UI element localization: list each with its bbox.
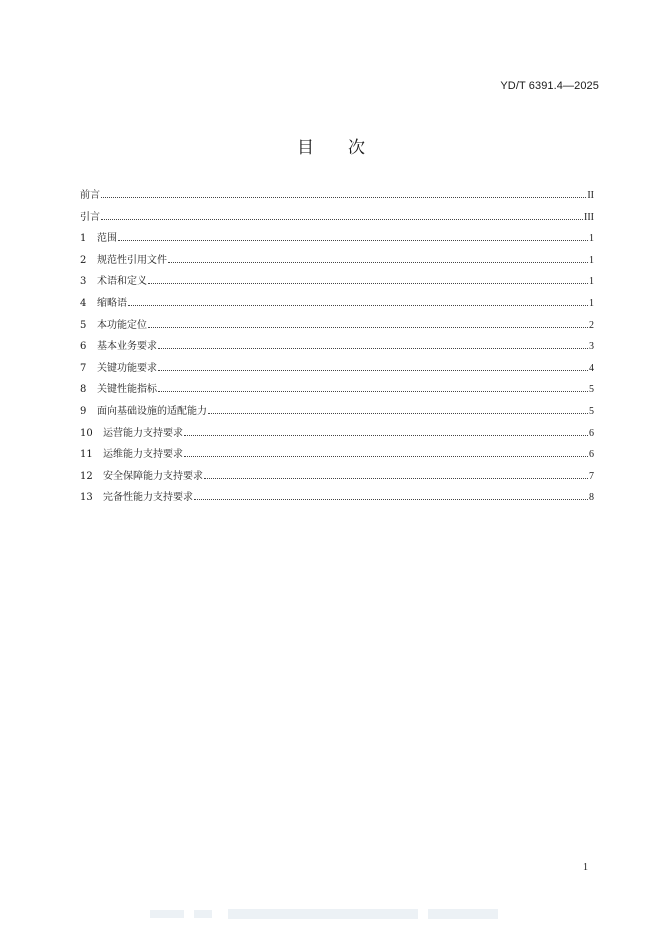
toc-title: 目次 — [297, 138, 399, 158]
toc-entry-label: 前言 — [80, 190, 100, 201]
table-of-contents — [80, 189, 594, 513]
toc-entry-4[interactable] — [80, 297, 594, 319]
toc-entry-label: 运维能力支持要求 — [103, 449, 183, 461]
toc-entry-8[interactable] — [80, 383, 594, 405]
toc-entry-page: 8 — [589, 492, 594, 504]
toc-entry-label: 关键功能要求 — [97, 362, 157, 374]
toc-entry-7[interactable] — [80, 362, 594, 384]
toc-leader-dots — [184, 456, 588, 457]
toc-leader-dots — [148, 327, 588, 328]
toc-entry-page: 1 — [589, 233, 594, 245]
toc-entry-number: 4 — [80, 297, 87, 309]
toc-leader-dots — [204, 478, 588, 479]
toc-entry-number: 3 — [80, 276, 87, 288]
toc-entry-number: 9 — [80, 405, 87, 417]
toc-entry-introduction[interactable] — [80, 211, 594, 233]
toc-entry-label: 面向基础设施的适配能力 — [97, 405, 207, 417]
toc-entry-9[interactable] — [80, 405, 594, 427]
toc-entry-number: 12 — [80, 470, 93, 482]
toc-entry-label: 本功能定位 — [97, 319, 147, 331]
toc-entry-page: 4 — [589, 362, 594, 374]
toc-entry-foreword[interactable] — [80, 189, 594, 211]
toc-entry-number: 8 — [80, 384, 87, 396]
page-number: 1 — [583, 862, 588, 873]
document-code: YD/T 6391.4—2025 — [500, 80, 599, 92]
toc-entry-3[interactable] — [80, 275, 594, 297]
toc-entry-page: 1 — [589, 254, 594, 266]
toc-leader-dots — [148, 283, 588, 284]
toc-entry-number: 6 — [80, 341, 87, 353]
toc-entry-page: 5 — [589, 384, 594, 396]
toc-entry-label: 规范性引用文件 — [97, 254, 167, 266]
toc-entry-number: 13 — [80, 492, 93, 504]
toc-entry-page: 1 — [589, 276, 594, 288]
toc-entry-page: 5 — [589, 405, 594, 417]
toc-entry-label: 安全保障能力支持要求 — [103, 470, 203, 482]
toc-entry-6[interactable] — [80, 340, 594, 362]
toc-entry-number: 1 — [80, 233, 87, 245]
toc-entry-page: II — [587, 190, 594, 201]
toc-leader-dots — [194, 499, 588, 500]
toc-entry-page: 6 — [589, 449, 594, 461]
toc-entry-number: 7 — [80, 362, 87, 374]
toc-entry-label: 完备性能力支持要求 — [103, 492, 193, 504]
toc-entry-label: 关键性能指标 — [97, 384, 157, 396]
toc-entry-page: 3 — [589, 341, 594, 353]
toc-entry-page: III — [584, 211, 594, 223]
toc-entry-number: 2 — [80, 254, 87, 266]
toc-leader-dots — [118, 240, 588, 241]
toc-leader-dots — [158, 370, 588, 371]
toc-leader-dots — [184, 435, 588, 436]
toc-entry-page: 6 — [589, 427, 594, 439]
toc-entry-page: 7 — [589, 470, 594, 482]
toc-entry-1[interactable] — [80, 232, 594, 254]
toc-entry-10[interactable] — [80, 427, 594, 449]
toc-entry-11[interactable] — [80, 448, 594, 470]
toc-entry-12[interactable] — [80, 470, 594, 492]
toc-leader-dots — [158, 391, 588, 392]
toc-entry-number: 10 — [80, 427, 93, 439]
toc-leader-dots — [208, 413, 588, 414]
toc-entry-5[interactable] — [80, 319, 594, 341]
toc-entry-label: 范围 — [97, 233, 117, 245]
toc-entry-2[interactable] — [80, 254, 594, 276]
toc-entry-page: 1 — [589, 297, 594, 309]
toc-entry-13[interactable] — [80, 491, 594, 513]
toc-entry-label: 引言 — [80, 211, 100, 223]
toc-leader-dots — [128, 305, 588, 306]
toc-leader-dots — [158, 348, 588, 349]
toc-leader-dots — [101, 197, 586, 198]
toc-entry-number: 5 — [80, 319, 87, 331]
toc-leader-dots — [168, 262, 588, 263]
toc-entry-label: 基本业务要求 — [97, 341, 157, 353]
toc-entry-number: 11 — [80, 449, 93, 461]
toc-entry-label: 缩略语 — [97, 297, 127, 309]
toc-leader-dots — [101, 219, 583, 220]
toc-entry-page: 2 — [589, 319, 594, 331]
toc-entry-label: 术语和定义 — [97, 276, 147, 288]
watermark-mark — [150, 906, 510, 922]
toc-entry-label: 运营能力支持要求 — [103, 427, 183, 439]
